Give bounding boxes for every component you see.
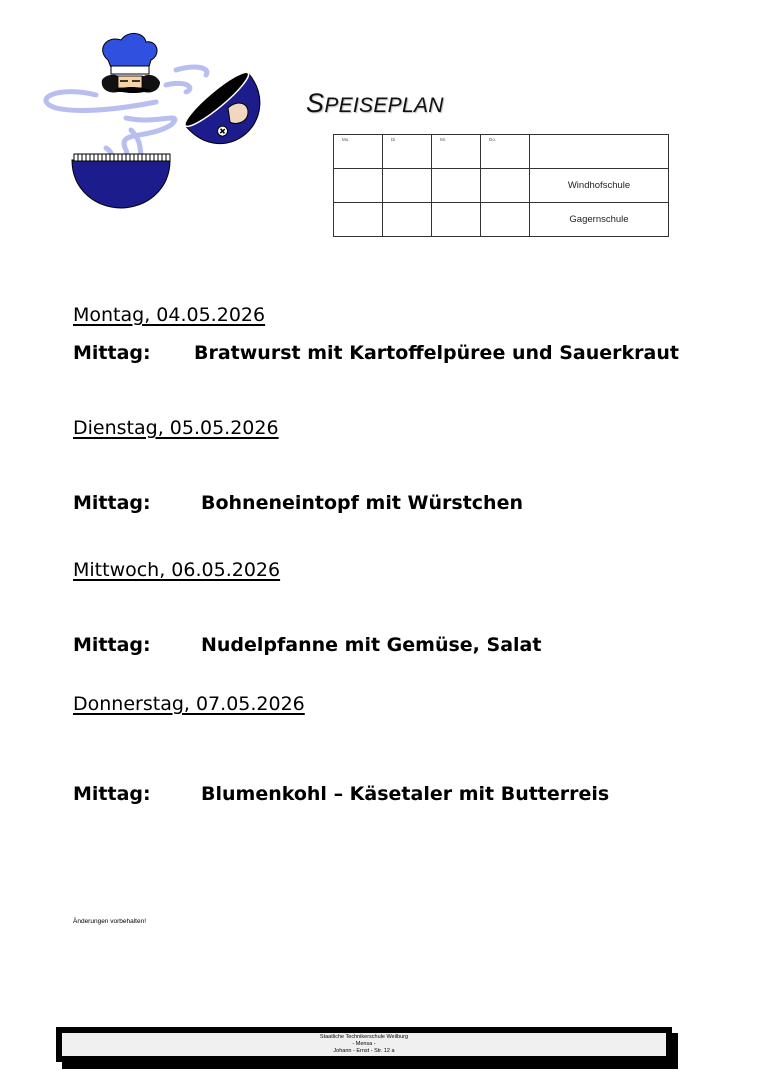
title-rest: PEISEPLAN xyxy=(324,94,444,117)
day-label: Di. xyxy=(391,137,397,142)
meal-text: Bratwurst mit Kartoffelpüree und Sauerkraut xyxy=(194,342,679,364)
changes-reserved-note: Änderungen vorbehalten! xyxy=(73,918,147,925)
table-cell xyxy=(334,135,383,169)
table-row xyxy=(334,135,669,169)
table-row xyxy=(334,203,669,237)
footer-school-name: Staatliche Technikerschule Weilburg xyxy=(319,1034,409,1040)
meal-text: Nudelpfanne mit Gemüse, Salat xyxy=(201,634,542,656)
footer-address-box xyxy=(56,1027,672,1062)
footer-mensa: - Mensa - xyxy=(352,1041,376,1047)
table-cell xyxy=(334,169,383,203)
meal-label: Mittag: xyxy=(73,492,151,514)
table-cell xyxy=(481,135,530,169)
schedule-table xyxy=(333,134,669,237)
school-cell: Windhofschule xyxy=(530,169,669,203)
day-label: Mo. xyxy=(342,137,350,142)
meal-row-tuesday xyxy=(73,492,673,514)
footer-street: Johann - Ernst - Str. 12 a xyxy=(333,1048,395,1054)
meal-label: Mittag: xyxy=(73,634,151,656)
meal-row-monday xyxy=(73,342,679,364)
meal-row-wednesday xyxy=(73,634,673,656)
table-cell xyxy=(383,135,432,169)
day-label: Mi. xyxy=(440,137,446,142)
page-title xyxy=(306,88,444,119)
meal-row-thursday xyxy=(73,783,673,805)
table-row xyxy=(334,169,669,203)
table-cell xyxy=(432,135,481,169)
meal-text: Blumenkohl – Käsetaler mit Butterreis xyxy=(201,783,610,805)
table-cell xyxy=(481,169,530,203)
day-heading-tuesday: Dienstag, 05.05.2026 xyxy=(73,417,279,439)
day-label: Do. xyxy=(489,137,497,142)
title-initial: S xyxy=(306,88,325,118)
day-heading-thursday: Donnerstag, 07.05.2026 xyxy=(73,693,305,715)
school-cell xyxy=(530,135,669,169)
table-cell xyxy=(334,203,383,237)
day-heading-wednesday: Mittwoch, 06.05.2026 xyxy=(73,559,281,581)
table-cell xyxy=(383,203,432,237)
table-cell xyxy=(383,169,432,203)
meal-label: Mittag: xyxy=(73,783,151,805)
table-cell xyxy=(432,169,481,203)
chef-grill-logo-icon xyxy=(36,30,266,212)
table-cell xyxy=(481,203,530,237)
school-cell: Gagernschule xyxy=(530,203,669,237)
meal-text: Bohneneintopf mit Würstchen xyxy=(201,492,523,514)
day-heading-monday: Montag, 04.05.2026 xyxy=(73,304,266,326)
meal-label: Mittag: xyxy=(73,342,151,364)
table-cell xyxy=(432,203,481,237)
